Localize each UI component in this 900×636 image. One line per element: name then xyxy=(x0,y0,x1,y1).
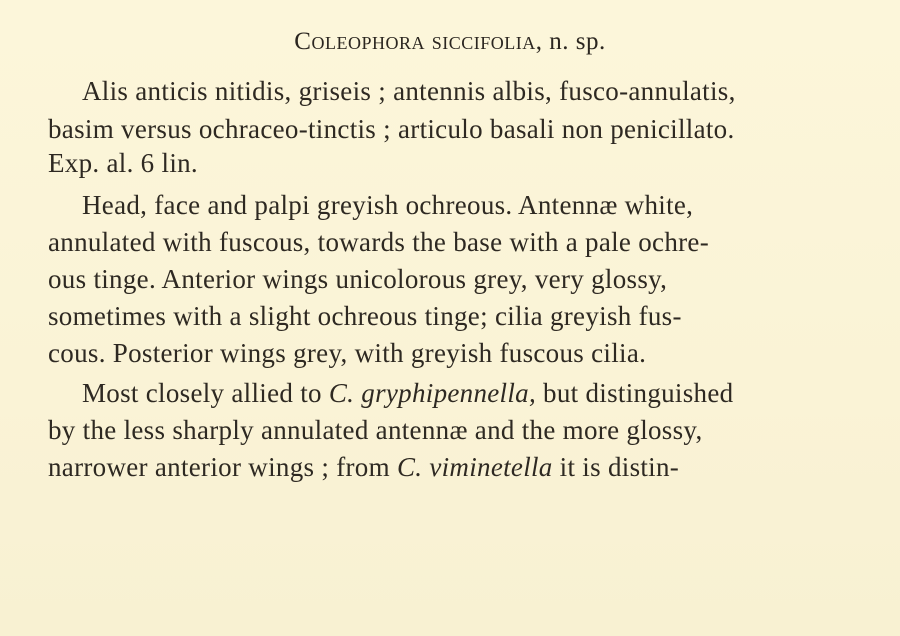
comparison-text: it is distin- xyxy=(552,452,680,482)
comparison-line-2: by the less sharply annulated antennæ and the more glossy, xyxy=(48,415,703,445)
species-heading xyxy=(0,28,900,56)
comparison-line-3 xyxy=(48,452,679,483)
species-name: siccifolia xyxy=(431,28,536,55)
comparison-text: Most closely allied to xyxy=(82,378,329,408)
description-line-4: sometimes with a slight ochreous tinge; cilia greyish fus- xyxy=(48,301,682,331)
species-reference-gryphipennella: C. gryphipennella, xyxy=(328,378,536,408)
description-line-5: cous. Posterior wings grey, with greyish fuscous cilia. xyxy=(48,338,647,368)
species-reference-viminetella: C. viminetella xyxy=(396,452,553,482)
latin-diagnosis-line-2: basim versus ochraceo-tinctis ; articulo basali non penicillato. xyxy=(48,114,735,144)
genus-name: Coleophora xyxy=(294,28,425,55)
comparison-text: but distinguished xyxy=(536,378,734,408)
wingspan-line: Exp. al. 6 lin. xyxy=(48,148,198,178)
description-line-3: ous tinge. Anterior wings unicolorous grey, very glossy, xyxy=(48,264,668,294)
description-line-2: annulated with fuscous, towards the base with a pale ochre- xyxy=(48,227,709,257)
comparison-line-1 xyxy=(82,378,733,409)
new-species-mark: , n. sp. xyxy=(535,28,606,55)
description-line-1: Head, face and palpi greyish ochreous. Antennæ white, xyxy=(82,190,694,220)
comparison-text: narrower anterior wings ; from xyxy=(48,452,397,482)
latin-diagnosis-line-1: Alis anticis nitidis, griseis ; antennis albis, fusco-annulatis, xyxy=(82,76,736,106)
